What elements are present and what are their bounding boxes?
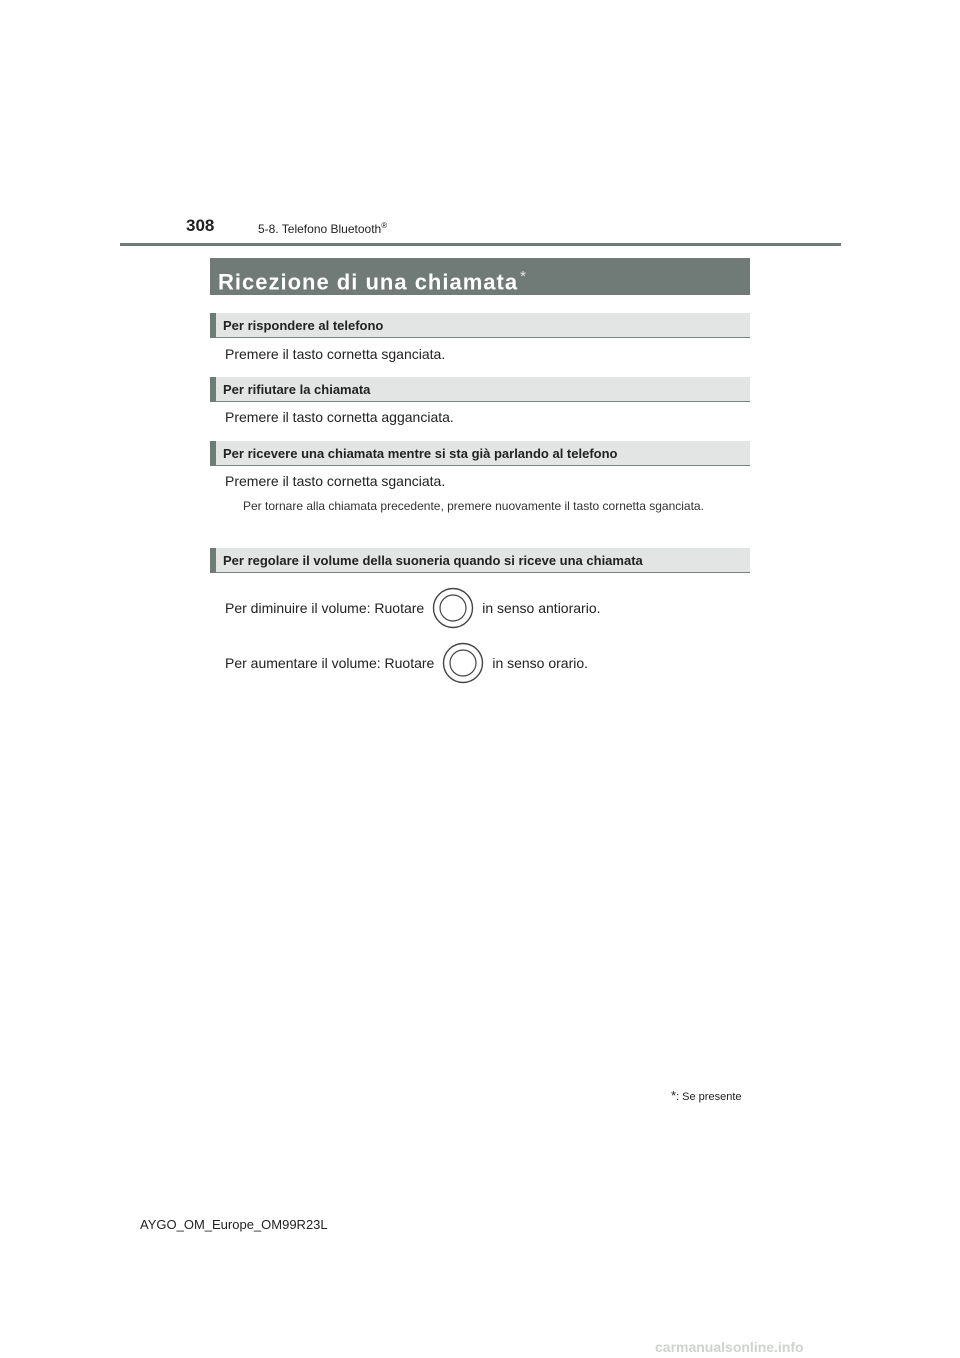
reject-call-instruction: Premere il tasto cornetta agganciata. bbox=[225, 409, 454, 425]
subheading-reject-call: Per rifiutare la chiamata bbox=[210, 377, 750, 402]
section-title: 5-8. Telefono Bluetooth bbox=[258, 222, 382, 236]
volume-increase-direction: in senso orario. bbox=[492, 655, 589, 672]
call-waiting-instruction: Premere il tasto cornetta sganciata. bbox=[225, 473, 446, 489]
volume-decrease-direction: in senso antiorario. bbox=[482, 600, 601, 617]
answer-call-instruction: Premere il tasto cornetta sganciata. bbox=[225, 346, 446, 362]
header-divider bbox=[120, 243, 841, 246]
document-id: AYGO_OM_Europe_OM99R23L bbox=[140, 1217, 328, 1232]
subheading-answer-call: Per rispondere al telefono bbox=[210, 313, 750, 338]
volume-knob-icon bbox=[432, 587, 474, 632]
volume-increase-row bbox=[225, 642, 588, 687]
volume-decrease-text: Per diminuire il volume: Ruotare bbox=[225, 600, 425, 617]
page-title bbox=[210, 258, 750, 295]
footnote-star-icon: * bbox=[671, 1088, 677, 1103]
registered-mark: ® bbox=[381, 221, 388, 230]
volume-increase-text: Per aumentare il volume: Ruotare bbox=[225, 655, 435, 672]
volume-decrease-row bbox=[225, 587, 601, 632]
optional-feature-star-icon: * bbox=[520, 268, 527, 285]
page-number: 308 bbox=[186, 216, 215, 235]
footnote bbox=[671, 1088, 742, 1103]
volume-knob-icon bbox=[442, 642, 484, 687]
subheading-ringtone-volume: Per regolare il volume della suoneria quando si riceve una chiamata bbox=[210, 548, 750, 573]
section-reference bbox=[258, 221, 387, 236]
watermark: carmanualsonline.info bbox=[655, 1339, 804, 1355]
subheading-call-waiting: Per ricevere una chiamata mentre si sta già parlando al telefono bbox=[210, 441, 750, 466]
footnote-text: : Se presente bbox=[676, 1091, 742, 1103]
call-waiting-note: Per tornare alla chiamata precedente, premere nuovamente il tasto cornetta sganciata. bbox=[243, 499, 704, 513]
page-title-text: Ricezione di una chiamata bbox=[218, 269, 519, 295]
